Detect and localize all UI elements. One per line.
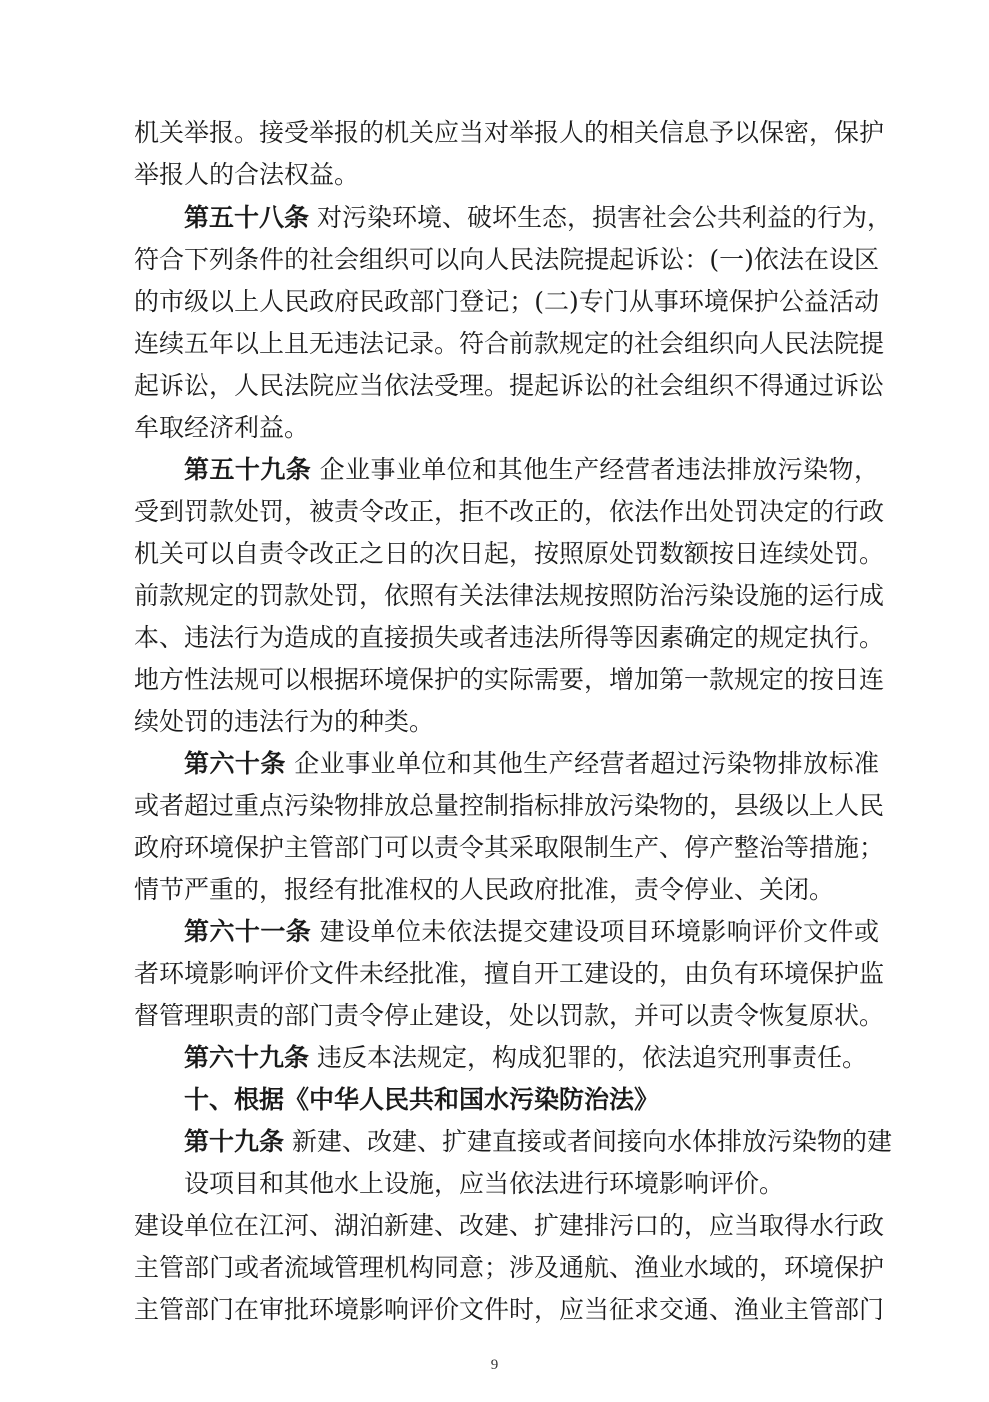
text-line-4: 符合下列条件的社会组织可以向人民法院提起诉讼：(一)依法在设区	[134, 245, 879, 274]
article-58-heading-line: 第五十八条 对污染环境、破坏生态，损害社会公共利益的行为，	[184, 203, 892, 232]
text-line-15: 续处罚的违法行为的种类。	[134, 707, 435, 736]
text-line-29: 主管部门在审批环境影响评价文件时，应当征求交通、渔业主管部门	[134, 1295, 885, 1324]
article-61-heading-line: 第六十一条 建设单位未依法提交建设项目环境影响评价文件或	[184, 917, 879, 946]
text-line-12: 前款规定的罚款处罚，依照有关法律法规按照防治污染设施的运行成	[134, 581, 885, 610]
text-line-26: 设项目和其他水上设施，应当依法进行环境影响评价。	[184, 1169, 785, 1198]
article-60-heading-line: 第六十条 企业事业单位和其他生产经营者超过污染物排放标准	[184, 749, 879, 778]
text-line-6: 连续五年以上且无违法记录。符合前款规定的社会组织向人民法院提	[134, 329, 885, 358]
text-line-27: 建设单位在江河、湖泊新建、改建、扩建排污口的，应当取得水行政	[134, 1211, 885, 1240]
text-line-11: 机关可以自责令改正之日的次日起，按照原处罚数额按日连续处罚。	[134, 539, 885, 568]
article-61-title: 第六十一条	[184, 917, 312, 946]
text-line-19: 情节严重的，报经有批准权的人民政府批准，责令停业、关闭。	[134, 875, 835, 904]
text-line-8: 牟取经济利益。	[134, 413, 310, 442]
text-line-21: 者环境影响评价文件未经批准，擅自开工建设的，由负有环境保护监	[134, 959, 885, 988]
article-59-heading-line: 第五十九条 企业事业单位和其他生产经营者违法排放污染物，	[184, 455, 879, 484]
article-69-heading-line: 第六十九条 违反本法规定，构成犯罪的，依法追究刑事责任。	[184, 1043, 867, 1072]
text-line-5: 的市级以上人民政府民政部门登记；(二)专门从事环境保护公益活动	[134, 287, 879, 316]
section-10-title: 十、根据《中华人民共和国水污染防治法》	[184, 1085, 660, 1114]
article-60-title: 第六十条	[184, 749, 286, 778]
page-number: 9	[490, 1357, 499, 1373]
text-line-17: 或者超过重点污染物排放总量控制指标排放污染物的，县级以上人民	[134, 791, 885, 820]
section-10-heading	[184, 1085, 659, 1115]
text-line-1: 机关举报。接受举报的机关应当对举报人的相关信息予以保密，保护	[134, 118, 885, 147]
text-line-14: 地方性法规可以根据环境保护的实际需要，增加第一款规定的按日连	[134, 665, 885, 694]
article-19-heading-line: 第十九条 新建、改建、扩建直接或者间接向水体排放污染物的建	[184, 1127, 892, 1156]
article-19-title: 第十九条	[184, 1127, 285, 1156]
text-line-13: 本、违法行为造成的直接损失或者违法所得等因素确定的规定执行。	[134, 623, 885, 652]
article-59-title: 第五十九条	[184, 455, 312, 484]
text-line-22: 督管理职责的部门责令停止建设，处以罚款，并可以责令恢复原状。	[134, 1001, 885, 1030]
text-line-28: 主管部门或者流域管理机构同意；涉及通航、渔业水域的，环境保护	[134, 1253, 885, 1282]
text-line-10: 受到罚款处罚，被责令改正，拒不改正的，依法作出处罚决定的行政	[134, 497, 885, 526]
article-69-title: 第六十九条	[184, 1043, 310, 1072]
text-line-7: 起诉讼，人民法院应当依法受理。提起诉讼的社会组织不得通过诉讼	[134, 371, 885, 400]
article-58-title: 第五十八条	[184, 203, 310, 232]
text-line-18: 政府环境保护主管部门可以责令其采取限制生产、停产整治等措施；	[134, 833, 885, 862]
text-line-2: 举报人的合法权益。	[134, 160, 360, 189]
